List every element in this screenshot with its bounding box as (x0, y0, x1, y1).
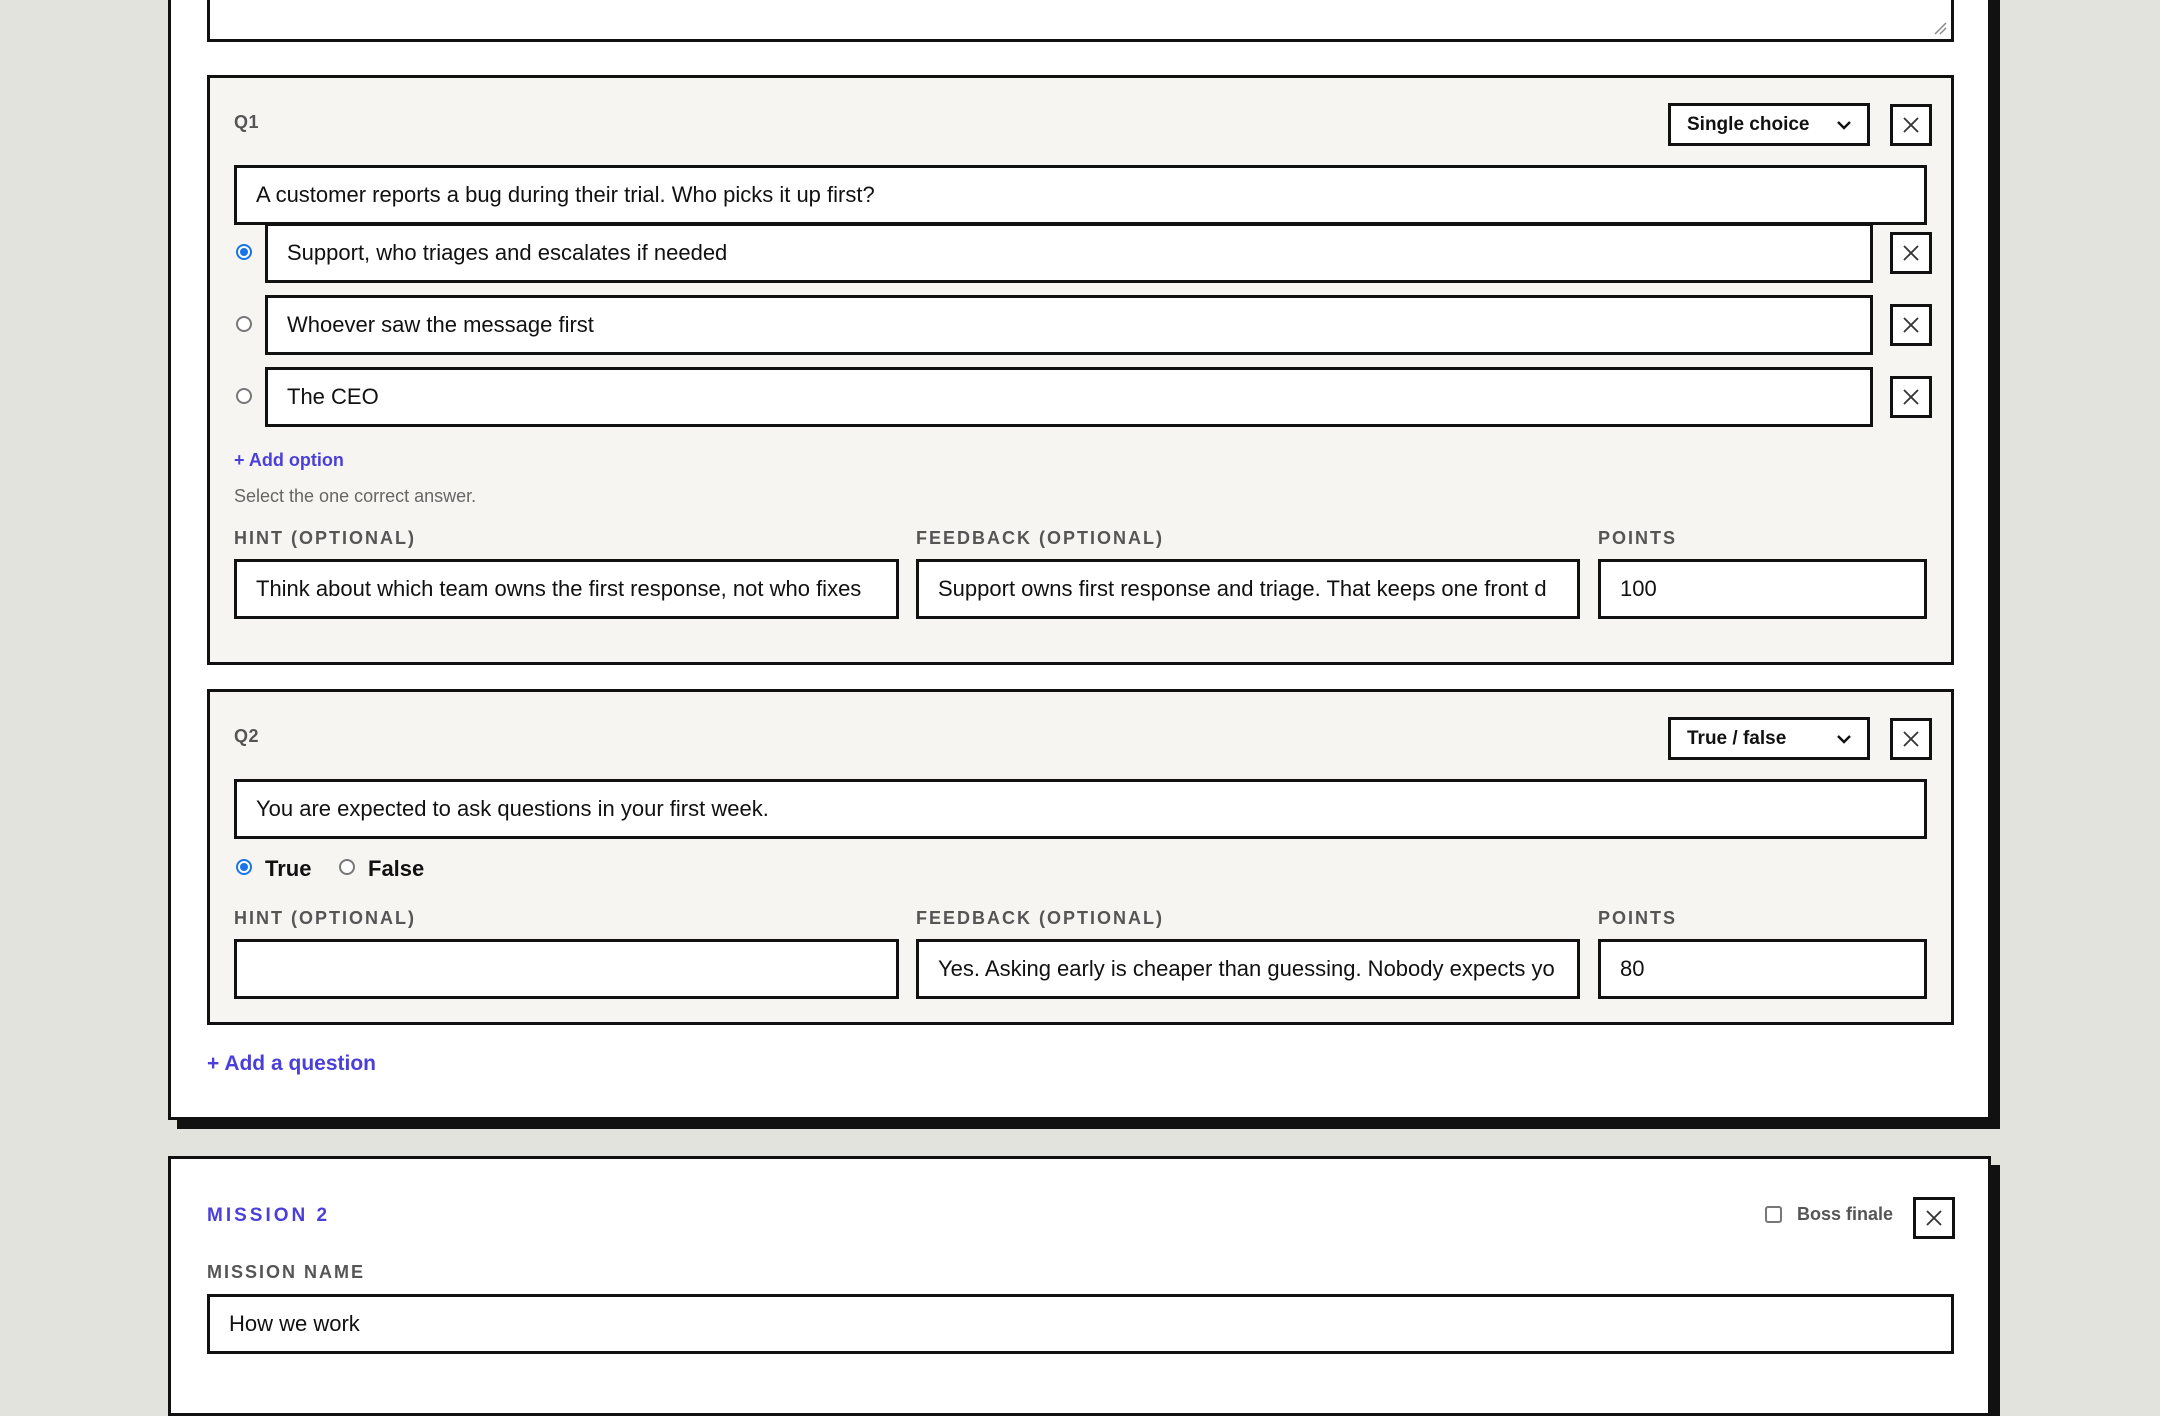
delete-mission-button[interactable] (1913, 1197, 1955, 1239)
points-label: POINTS (1598, 908, 1678, 928)
points-input[interactable] (1598, 559, 1927, 619)
feedback-value: Yes. Asking early is cheaper than guessing. Nobody expects yo (938, 956, 1555, 981)
close-icon (1902, 116, 1920, 134)
true-label[interactable]: True (265, 856, 312, 881)
option-input[interactable] (265, 295, 1873, 355)
question-type-value: True / false (1687, 727, 1787, 749)
hint-input[interactable] (234, 939, 899, 999)
points-value: 100 (1620, 576, 1657, 601)
add-option-link[interactable]: + Add option (234, 450, 344, 470)
delete-option-button[interactable] (1890, 376, 1932, 418)
question-number: Q1 (234, 112, 260, 132)
feedback-value: Support owns first response and triage. That keeps one front d (938, 576, 1547, 601)
mission-card-1 (168, 0, 1991, 1120)
question-prompt-input[interactable] (234, 165, 1927, 225)
chevron-down-icon (1837, 734, 1851, 744)
mission-card-2 (168, 1156, 1991, 1416)
close-icon (1902, 316, 1920, 334)
question-type-value: Single choice (1687, 113, 1810, 135)
false-label[interactable]: False (368, 856, 425, 881)
close-icon (1902, 730, 1920, 748)
hint-label: HINT (OPTIONAL) (234, 908, 416, 928)
points-label: POINTS (1598, 528, 1678, 548)
boss-finale-checkbox[interactable] (1765, 1206, 1782, 1223)
hint-label: HINT (OPTIONAL) (234, 528, 416, 548)
feedback-input[interactable] (916, 939, 1580, 999)
mission-number-label: MISSION 2 (207, 1205, 331, 1226)
delete-option-button[interactable] (1890, 232, 1932, 274)
question-prompt-input[interactable] (234, 779, 1927, 839)
resize-grip-icon[interactable] (1933, 21, 1947, 35)
option-text: Support, who triages and escalates if needed (287, 240, 728, 265)
option-correct-radio[interactable] (236, 316, 252, 332)
chevron-down-icon (1837, 120, 1851, 130)
question-help-text: Select the one correct answer. (234, 486, 477, 506)
points-input[interactable] (1598, 939, 1927, 999)
mission-name-label: MISSION NAME (207, 1262, 366, 1282)
feedback-label: FEEDBACK (OPTIONAL) (916, 528, 1164, 548)
close-icon (1902, 244, 1920, 262)
option-text: The CEO (287, 384, 379, 409)
option-input[interactable] (265, 223, 1873, 283)
mission-name-value: How we work (229, 1311, 360, 1336)
delete-option-button[interactable] (1890, 304, 1932, 346)
boss-finale-label[interactable]: Boss finale (1797, 1204, 1894, 1224)
hint-input[interactable] (234, 559, 899, 619)
question-type-select[interactable] (1668, 717, 1870, 760)
mission-description-textarea[interactable] (207, 0, 1954, 42)
close-icon (1902, 388, 1920, 406)
hint-value: Think about which team owns the first response, not who fixes (256, 576, 862, 601)
question-card-q2 (207, 689, 1954, 1025)
false-radio[interactable] (339, 859, 355, 875)
option-text: Whoever saw the message first (287, 312, 594, 337)
option-input[interactable] (265, 367, 1873, 427)
question-card-q1 (207, 75, 1954, 665)
feedback-input[interactable] (916, 559, 1580, 619)
option-correct-radio[interactable] (236, 244, 252, 260)
question-type-select[interactable] (1668, 103, 1870, 146)
question-prompt-text: You are expected to ask questions in your first week. (256, 796, 769, 821)
mission-name-input[interactable] (207, 1294, 1954, 1354)
feedback-label: FEEDBACK (OPTIONAL) (916, 908, 1164, 928)
question-prompt-text: A customer reports a bug during their trial. Who picks it up first? (256, 182, 875, 207)
close-icon (1925, 1209, 1943, 1227)
option-correct-radio[interactable] (236, 388, 252, 404)
points-value: 80 (1620, 956, 1645, 981)
delete-question-button[interactable] (1890, 718, 1932, 760)
question-number: Q2 (234, 726, 260, 746)
true-radio[interactable] (236, 859, 252, 875)
delete-question-button[interactable] (1890, 104, 1932, 146)
add-question-link[interactable]: + Add a question (207, 1052, 376, 1075)
